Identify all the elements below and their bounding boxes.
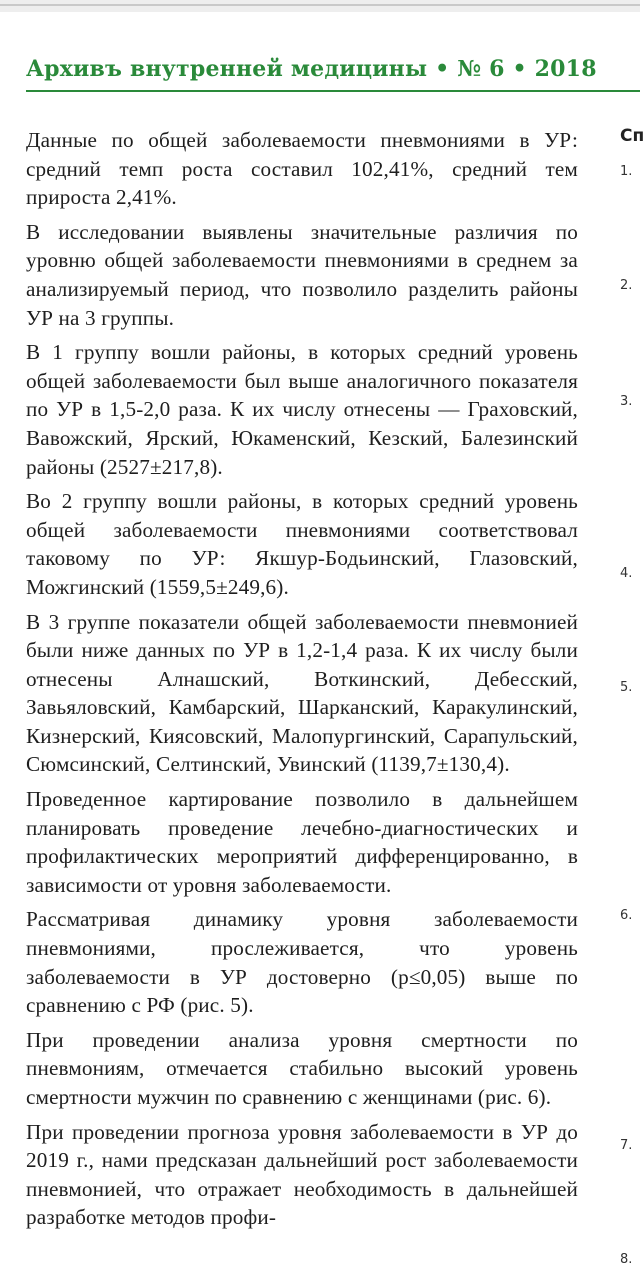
references-heading: Сп <box>620 126 644 146</box>
header-rule <box>26 90 640 92</box>
reference-number: 3. <box>620 394 633 409</box>
top-strip <box>0 0 640 12</box>
paragraph: При проведении прогноза уровня заболеваемости в УР до 2019 г., нами предсказан дальнейший рост заболеваемости пневмонией, что отражает необходимость в дальнейшей разработке методов профи- <box>26 1119 578 1230</box>
reference-number: 7. <box>620 1138 633 1153</box>
top-divider <box>0 4 640 6</box>
reference-number: 6. <box>620 908 633 923</box>
paragraph: В исследовании выявлены значительные различия по уровню общей заболеваемости пневмониями в среднем за анализируемый период, что позволило разделить районы УР на 3 группы. <box>26 219 578 330</box>
reference-number: 4. <box>620 566 633 581</box>
paragraph: В 3 группе показатели общей заболеваемости пневмонией были ниже данных по УР в 1,2-1,4 раза. К их числу были отнесены Алнашский, Воткинский, Дебесский, Завьяловский, Камбарский, Шарканский, Каракулинский, Кизнерский, Киясовский, Малопургинский, Сарапульский, Сюмсинский, Селтинский, Увинский (1139,7±130,4). <box>26 609 578 777</box>
journal-header <box>0 46 640 92</box>
paragraph: Данные по общей заболеваемости пневмониями в УР: средний темп роста составил 102,41%, средний тем прироста 2,41%. <box>26 128 578 210</box>
reference-number: 8. <box>620 1252 633 1267</box>
paragraph: Во 2 группу вошли районы, в которых средний уровень общей заболеваемости пневмониями соответствовал таковому по УР: Якшур-Бодьинский, Глазовский, Можгинский (1559,5±249,6). <box>26 489 578 599</box>
paragraph: При проведении анализа уровня смертности по пневмониям, отмечается стабильно высокий уровень смертности мужчин по сравнению с женщинами (рис. 6). <box>26 1027 578 1109</box>
reference-number: 1. <box>620 164 633 179</box>
journal-title: Архивъ внутренней медицины • № 6 • 2018 <box>26 56 597 82</box>
paragraph: Рассматривая динамику уровня заболеваемости пневмониями, прослеживается, что уровень заболеваемости в УР достоверно (р≤0,05) выше по сравнению с РФ (рис. 5). <box>26 907 578 1018</box>
paragraph: В 1 группу вошли районы, в которых средний уровень общей заболеваемости был выше аналогичного показателя по УР в 1,5-2,0 раза. К их числу отнесены — Граховский, Вавожский, Ярский, Юкаменский, Кезский, Балезинский районы (2527±217,8). <box>26 340 578 479</box>
main-text-column <box>26 126 578 1238</box>
paragraph: Проведенное картирование позволило в дальнейшем планировать проведение лечебно-диагностических и профилактических мероприятий дифференцированно, в зависимости от уровня заболеваемости. <box>26 787 578 897</box>
references-column <box>618 0 644 1280</box>
reference-number: 2. <box>620 278 633 293</box>
reference-number: 5. <box>620 680 633 695</box>
